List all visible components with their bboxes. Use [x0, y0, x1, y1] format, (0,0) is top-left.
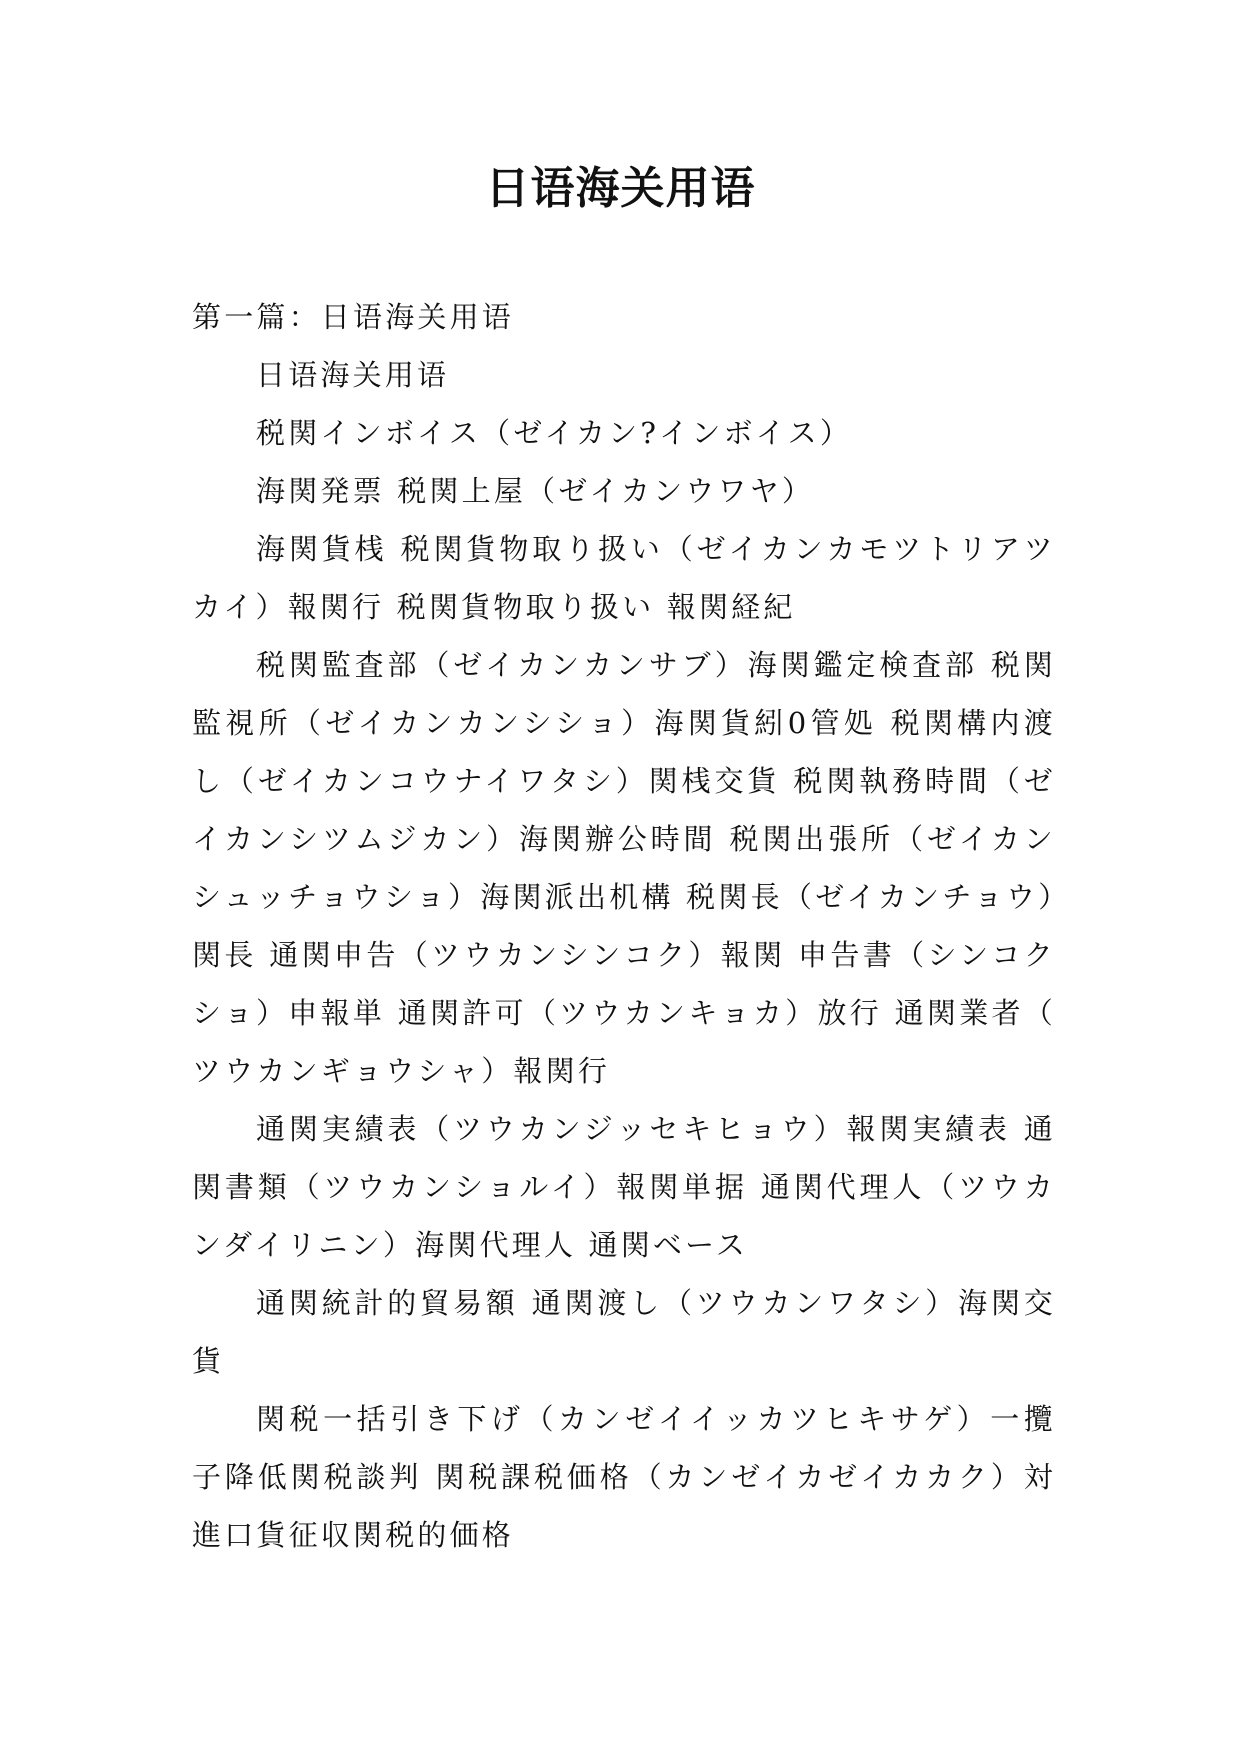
- paragraph: 関税一括引き下げ（カンゼイイッカツヒキサゲ）一攬子降低関税談判 関税課税価格（カンゼイカゼイカカク）対進口貨征収関税的価格: [192, 1402, 1056, 1552]
- paragraph: 海関貨桟 税関貨物取り扱い（ゼイカンカモツトリアツカイ）報関行 税関貨物取り扱い 報関経紀: [192, 532, 1056, 624]
- paragraph: 税関インボイス（ゼイカン?インボイス）: [256, 416, 853, 450]
- paragraph: 税関監査部（ゼイカンカンサブ）海関鑑定検査部 税関監視所（ゼイカンカンシショ）海関貨紖0管処 税関構内渡し（ゼイカンコウナイワタシ）関桟交貨 税関執務時間（ゼイカンシツムジカン）海関辦公時間 税関出張所（ゼイカンシュッチョウショ）海関派出机構 税関長（ゼイカンチョウ）関長 通関申告（ツウカンシンコク）報関 申告書（シンコクショ）申報単 通関許可（ツウカンキョカ）放行 通関業者（ツウカンギョウシャ）報関行: [192, 648, 1056, 1088]
- paragraph: 通関統計的貿易額 通関渡し（ツウカンワタシ）海関交貨: [192, 1286, 1056, 1378]
- paragraph: 海関発票 税関上屋（ゼイカンウワヤ）: [256, 474, 815, 508]
- document-title: 日语海关用语: [485, 163, 756, 214]
- document-body: [192, 288, 1056, 1564]
- paragraph: 通関実績表（ツウカンジッセキヒョウ）報関実績表 通関書類（ツウカンショルイ）報関単据 通関代理人（ツウカンダイリニン）海関代理人 通関ベース: [192, 1112, 1056, 1262]
- section-heading: 第一篇：日语海关用语: [192, 300, 515, 334]
- paragraph: 日语海关用语: [256, 358, 450, 392]
